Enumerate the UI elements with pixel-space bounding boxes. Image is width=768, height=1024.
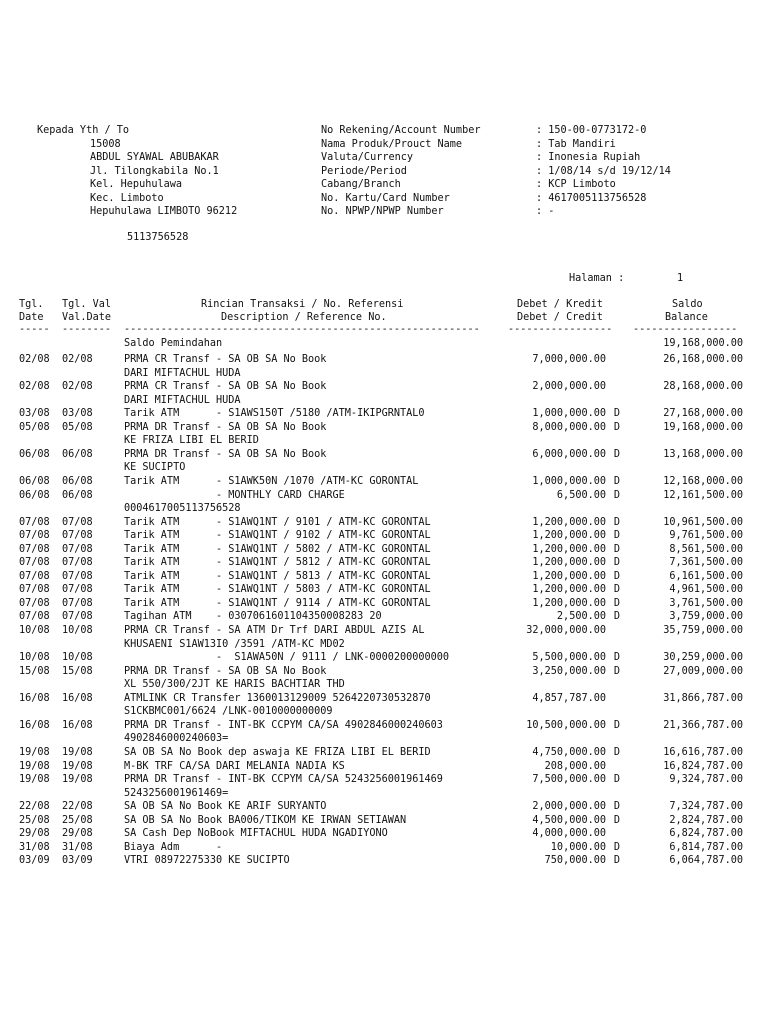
npwp-value: : - (536, 206, 555, 217)
row-value-date: 19/08 (62, 774, 93, 786)
header-amount-2: Debet / Credit (517, 312, 603, 323)
row-description: Tarik ATM - S1AWQ1NT / 5803 / ATM-KC GORONTAL (124, 584, 431, 596)
row-balance: 27,009,000.00 (663, 665, 743, 677)
row-amount-cell (470, 380, 620, 394)
row-amount-cell (470, 719, 620, 733)
row-amount-cell (470, 407, 620, 421)
row-value-date: 05/08 (62, 421, 93, 433)
recipient-street: Jl. Tilongkabila No.1 (90, 166, 219, 177)
row-date: 16/08 (19, 719, 50, 731)
row-amount: 1,200,000.00 (532, 597, 606, 609)
row-debit-marker: D (613, 611, 620, 623)
currency-label: Valuta/Currency (321, 152, 414, 163)
row-value-date: 07/08 (62, 570, 93, 582)
separator-val: -------- (62, 324, 112, 335)
row-value-date: 03/09 (62, 855, 93, 867)
row-amount: 2,500.00 (556, 611, 606, 623)
row-description: Tagihan ATM - 0307061601104350008283 20 (124, 611, 382, 623)
row-date: 19/08 (19, 746, 50, 758)
header-date-1: Tgl. (19, 299, 44, 310)
row-debit-marker: D (613, 774, 620, 786)
row-amount-cell (470, 760, 620, 774)
row-description: PRMA DR Transf - SA OB SA No Book (124, 448, 327, 460)
card-number-value: : 4617005113756528 (536, 193, 647, 204)
row-date: 03/09 (19, 855, 50, 867)
row-description: Tarik ATM - S1AWQ1NT / 9101 / ATM-KC GORONTAL (124, 516, 431, 528)
row-date: 07/08 (19, 570, 50, 582)
product-name-label: Nama Produk/Prouct Name (321, 139, 463, 150)
row-amount-cell (470, 543, 620, 557)
row-debit-marker: D (613, 746, 620, 758)
row-description: SA OB SA No Book KE ARIF SURYANTO (124, 801, 327, 813)
row-amount-cell (470, 597, 620, 611)
row-description: Biaya Adm - (124, 841, 223, 853)
recipient-ref: 5113756528 (127, 232, 189, 243)
row-date: 07/08 (19, 584, 50, 596)
row-amount: 5,500,000.00 (532, 652, 606, 664)
row-description: Tarik ATM - S1AWQ1NT / 5813 / ATM-KC GORONTAL (124, 570, 431, 582)
row-description: M-BK TRF CA/SA DARI MELANIA NADIA KS (124, 760, 345, 772)
row-amount: 1,200,000.00 (532, 516, 606, 528)
row-amount: 6,000,000.00 (532, 448, 606, 460)
row-balance: 31,866,787.00 (663, 692, 743, 704)
row-debit-marker: D (613, 489, 620, 501)
row-balance: 30,259,000.00 (663, 652, 743, 664)
row-date: 07/08 (19, 557, 50, 569)
row-balance: 16,616,787.00 (663, 746, 743, 758)
row-date: 02/08 (19, 354, 50, 365)
row-date: 10/08 (19, 652, 50, 664)
row-value-date: 10/08 (62, 652, 93, 664)
row-value-date: 29/08 (62, 828, 93, 840)
row-description-continued: KHUSAENI S1AW13I0 /3591 /ATM-KC MD02 (124, 638, 345, 650)
currency-value: : Inonesia Rupiah (536, 152, 641, 163)
row-amount-cell (470, 516, 620, 530)
row-debit-marker: D (613, 719, 620, 731)
row-balance: 28,168,000.00 (663, 381, 743, 393)
row-amount: 2,000,000.00 (532, 801, 606, 813)
separator-amount: ----------------- (508, 324, 613, 335)
account-number-label: No Rekening/Account Number (321, 125, 481, 136)
row-description: PRMA DR Transf - SA OB SA No Book (124, 665, 327, 677)
row-description: PRMA CR Transf - SA OB SA No Book (124, 381, 327, 393)
header-desc-1: Rincian Transaksi / No. Referensi (201, 299, 404, 310)
header-date-2: Date (19, 312, 44, 323)
row-amount-cell (470, 854, 620, 868)
row-amount: 1,200,000.00 (532, 543, 606, 555)
row-date: 19/08 (19, 774, 50, 786)
row-value-date: 06/08 (62, 475, 93, 487)
row-balance: 6,824,787.00 (669, 828, 743, 840)
row-balance: 6,161,500.00 (669, 570, 743, 582)
row-balance: 35,759,000.00 (663, 625, 743, 636)
row-balance: 13,168,000.00 (663, 448, 743, 460)
page-label: Halaman : (569, 273, 625, 284)
row-description-continued: S1CKBMC001/6624 /LNK-0010000000009 (124, 706, 333, 718)
row-balance: 7,324,787.00 (669, 801, 743, 813)
row-value-date: 19/08 (62, 760, 93, 772)
header-val-2: Val.Date (62, 312, 112, 323)
row-amount: 1,200,000.00 (532, 530, 606, 542)
separator-balance: ----------------- (633, 324, 738, 335)
row-balance: 12,161,500.00 (663, 489, 743, 501)
row-amount-cell (470, 529, 620, 543)
separator-desc: ---------------------------------------------------------- (124, 324, 480, 335)
row-amount-cell (470, 583, 620, 597)
row-value-date: 10/08 (62, 625, 93, 636)
row-value-date: 06/08 (62, 489, 93, 501)
row-description: Tarik ATM - S1AWS150T /5180 /ATM-IKIPGRNTAL0 (124, 408, 425, 420)
recipient-kecamatan: Kec. Limboto (90, 193, 164, 204)
row-balance: 7,361,500.00 (669, 557, 743, 569)
row-amount-cell (470, 421, 620, 435)
row-amount: 4,857,787.00 (532, 692, 606, 704)
row-amount-cell (470, 746, 620, 760)
row-amount-cell (470, 353, 620, 367)
row-description-continued: KE SUCIPTO (124, 462, 186, 474)
row-description: PRMA DR Transf - SA OB SA No Book (124, 421, 327, 433)
row-description-continued: 5243256001961469= (124, 787, 229, 799)
row-amount: 6,500.00 (556, 489, 606, 501)
row-amount: 1,200,000.00 (532, 557, 606, 569)
row-description: SA OB SA No Book dep aswaja KE FRIZA LIBI EL BERID (124, 746, 431, 758)
row-date: 07/08 (19, 530, 50, 542)
row-value-date: 07/08 (62, 530, 93, 542)
row-debit-marker: D (613, 814, 620, 826)
row-value-date: 16/08 (62, 719, 93, 731)
row-date: 05/08 (19, 421, 50, 433)
row-amount: 4,750,000.00 (532, 746, 606, 758)
product-name-value: : Tab Mandiri (536, 139, 616, 150)
row-date: 03/08 (19, 408, 50, 420)
row-description: - MONTHLY CARD CHARGE (124, 489, 345, 501)
row-description: SA Cash Dep NoBook MIFTACHUL HUDA NGADIYONO (124, 828, 388, 840)
row-value-date: 02/08 (62, 354, 93, 365)
recipient-name: ABDUL SYAWAL ABUBAKAR (90, 152, 219, 163)
row-amount: 32,000,000.00 (526, 625, 606, 636)
header-balance-1: Saldo (672, 299, 703, 310)
row-value-date: 15/08 (62, 665, 93, 677)
recipient-line-1: 15008 (90, 139, 121, 150)
row-amount-cell (470, 489, 620, 503)
row-value-date: 02/08 (62, 381, 93, 393)
row-value-date: 07/08 (62, 597, 93, 609)
row-debit-marker: D (613, 475, 620, 487)
row-debit-marker: D (613, 516, 620, 528)
row-value-date: 07/08 (62, 557, 93, 569)
row-debit-marker: D (613, 557, 620, 569)
period-value: : 1/08/14 s/d 19/12/14 (536, 166, 671, 177)
header-amount-1: Debet / Kredit (517, 299, 603, 310)
row-date: 22/08 (19, 801, 50, 813)
row-date: 19/08 (19, 760, 50, 772)
row-amount-cell (470, 665, 620, 679)
separator-date: ----- (19, 324, 50, 335)
row-description-continued: 0004617005113756528 (124, 503, 241, 515)
row-value-date: 07/08 (62, 584, 93, 596)
period-label: Periode/Period (321, 166, 407, 177)
row-debit-marker: D (613, 855, 620, 867)
row-balance: 2,824,787.00 (669, 814, 743, 826)
row-description: PRMA DR Transf - INT-BK CCPYM CA/SA 4902846000240603 (124, 719, 443, 731)
row-debit-marker: D (613, 597, 620, 609)
row-debit-marker: D (613, 584, 620, 596)
row-balance: 27,168,000.00 (663, 408, 743, 420)
row-date: 06/08 (19, 448, 50, 460)
row-amount: 3,250,000.00 (532, 665, 606, 677)
row-date: 29/08 (19, 828, 50, 840)
row-date: 10/08 (19, 625, 50, 636)
branch-label: Cabang/Branch (321, 179, 401, 190)
row-amount: 2,000,000.00 (532, 381, 606, 393)
row-amount-cell (470, 841, 620, 855)
row-debit-marker: D (613, 652, 620, 664)
row-description: Tarik ATM - S1AWQ1NT / 9114 / ATM-KC GORONTAL (124, 597, 431, 609)
row-amount-cell (470, 475, 620, 489)
row-amount-cell (470, 800, 620, 814)
row-value-date: 25/08 (62, 814, 93, 826)
row-date: 16/08 (19, 692, 50, 704)
row-amount-cell (470, 773, 620, 787)
row-description: PRMA DR Transf - INT-BK CCPYM CA/SA 5243256001961469 (124, 774, 443, 786)
row-balance: 16,824,787.00 (663, 760, 743, 772)
row-description: PRMA CR Transf - SA ATM Dr Trf DARI ABDUL AZIS AL (124, 625, 425, 636)
row-value-date: 07/08 (62, 543, 93, 555)
to-label: Kepada Yth / To (37, 125, 130, 136)
row-debit-marker: D (613, 421, 620, 433)
row-value-date: 06/08 (62, 448, 93, 460)
row-description-continued: DARI MIFTACHUL HUDA (124, 394, 241, 406)
row-description: ATMLINK CR Transfer 1360013129009 5264220730532870 (124, 692, 431, 704)
row-amount-cell (470, 570, 620, 584)
row-amount-cell (470, 610, 620, 624)
row-date: 15/08 (19, 665, 50, 677)
header-val-1: Tgl. Val (62, 299, 112, 310)
row-balance: 10,961,500.00 (663, 516, 743, 528)
row-balance: 21,366,787.00 (663, 719, 743, 731)
row-description: PRMA CR Transf - SA OB SA No Book (124, 354, 327, 365)
row-date: 06/08 (19, 489, 50, 501)
opening-balance-value: 19,168,000.00 (663, 338, 743, 349)
row-value-date: 19/08 (62, 746, 93, 758)
row-amount-cell (470, 651, 620, 665)
row-value-date: 31/08 (62, 841, 93, 853)
opening-balance-label: Saldo Pemindahan (124, 338, 223, 349)
row-amount: 1,000,000.00 (532, 475, 606, 487)
header-balance-2: Balance (665, 312, 708, 323)
row-debit-marker: D (613, 665, 620, 677)
row-amount: 1,200,000.00 (532, 584, 606, 596)
page-number: 1 (677, 273, 684, 284)
row-date: 31/08 (19, 841, 50, 853)
row-value-date: 22/08 (62, 801, 93, 813)
row-balance: 19,168,000.00 (663, 421, 743, 433)
row-debit-marker: D (613, 530, 620, 542)
row-balance: 9,761,500.00 (669, 530, 743, 542)
row-date: 06/08 (19, 475, 50, 487)
row-date: 25/08 (19, 814, 50, 826)
row-description-continued: KE FRIZA LIBI EL BERID (124, 435, 259, 447)
row-value-date: 03/08 (62, 408, 93, 420)
npwp-label: No. NPWP/NPWP Number (321, 206, 444, 217)
card-number-label: No. Kartu/Card Number (321, 193, 450, 204)
row-description-continued: DARI MIFTACHUL HUDA (124, 367, 241, 379)
row-description: VTRI 08972275330 KE SUCIPTO (124, 855, 290, 867)
row-debit-marker: D (613, 408, 620, 420)
recipient-city: Hepuhulawa LIMBOTO 96212 (90, 206, 238, 217)
row-amount: 7,000,000.00 (532, 354, 606, 365)
row-amount: 10,500,000.00 (526, 719, 606, 731)
row-value-date: 16/08 (62, 692, 93, 704)
header-desc-2: Description / Reference No. (221, 312, 387, 323)
row-amount-cell (470, 814, 620, 828)
row-value-date: 07/08 (62, 611, 93, 623)
row-value-date: 07/08 (62, 516, 93, 528)
row-debit-marker: D (613, 448, 620, 460)
row-amount: 10,000.00 (550, 841, 606, 853)
row-debit-marker: D (613, 570, 620, 582)
row-amount: 4,000,000.00 (532, 828, 606, 840)
row-amount: 8,000,000.00 (532, 421, 606, 433)
row-date: 07/08 (19, 611, 50, 623)
row-debit-marker: D (613, 841, 620, 853)
row-description: Tarik ATM - S1AWQ1NT / 5812 / ATM-KC GORONTAL (124, 557, 431, 569)
account-number-value: : 150-00-0773172-0 (536, 125, 647, 136)
row-balance: 8,561,500.00 (669, 543, 743, 555)
row-debit-marker: D (613, 801, 620, 813)
row-date: 02/08 (19, 381, 50, 393)
row-amount-cell (470, 624, 620, 638)
row-amount: 750,000.00 (544, 855, 606, 867)
row-description: - S1AWA50N / 9111 / LNK-0000200000000 (124, 652, 450, 664)
row-balance: 3,761,500.00 (669, 597, 743, 609)
row-description: Tarik ATM - S1AWK50N /1070 /ATM-KC GORONTAL (124, 475, 419, 487)
row-balance: 12,168,000.00 (663, 475, 743, 487)
row-date: 07/08 (19, 597, 50, 609)
row-amount-cell (470, 827, 620, 841)
row-balance: 9,324,787.00 (669, 774, 743, 786)
row-amount: 4,500,000.00 (532, 814, 606, 826)
row-balance: 4,961,500.00 (669, 584, 743, 596)
row-amount: 208,000.00 (544, 760, 606, 772)
row-amount: 1,000,000.00 (532, 408, 606, 420)
row-amount: 7,500,000.00 (532, 774, 606, 786)
row-amount-cell (470, 556, 620, 570)
row-description-continued: XL 550/300/2JT KE HARIS BACHTIAR THD (124, 679, 345, 691)
row-amount: 1,200,000.00 (532, 570, 606, 582)
row-balance: 6,064,787.00 (669, 855, 743, 867)
row-description: SA OB SA No Book BA006/TIKOM KE IRWAN SETIAWAN (124, 814, 407, 826)
row-balance: 3,759,000.00 (669, 611, 743, 623)
row-balance: 26,168,000.00 (663, 354, 743, 365)
row-amount-cell (470, 448, 620, 462)
row-description-continued: 4902846000240603= (124, 733, 229, 745)
branch-value: : KCP Limboto (536, 179, 616, 190)
recipient-kelurahan: Kel. Hepuhulawa (90, 179, 183, 190)
row-date: 07/08 (19, 516, 50, 528)
row-amount-cell (470, 692, 620, 706)
row-balance: 6,814,787.00 (669, 841, 743, 853)
row-description: Tarik ATM - S1AWQ1NT / 9102 / ATM-KC GORONTAL (124, 530, 431, 542)
row-date: 07/08 (19, 543, 50, 555)
row-debit-marker: D (613, 543, 620, 555)
row-description: Tarik ATM - S1AWQ1NT / 5802 / ATM-KC GORONTAL (124, 543, 431, 555)
